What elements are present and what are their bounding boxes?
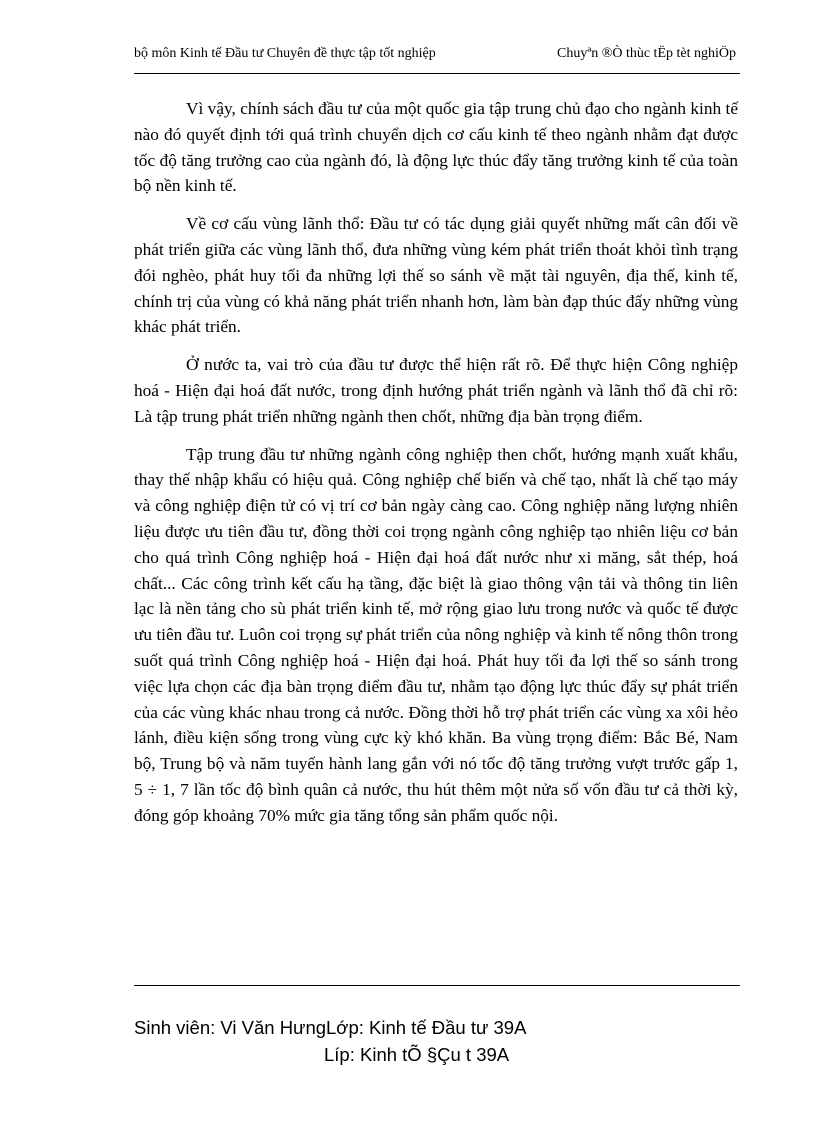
- header-divider: [134, 73, 740, 74]
- page-footer: [134, 1014, 740, 1068]
- footer-class-line: Líp: Kinh tÕ §Çu t 39A: [324, 1044, 510, 1065]
- paragraph: Về cơ cấu vùng lãnh thổ: Đầu tư có tác dụng giải quyết những mất cân đối về phát triển giữa các vùng lãnh thổ, đưa những vùng kém phát triển thoát khỏi tình trạng đói nghèo, phát huy tối đa những lợi thế so sánh về mặt tài nguyên, địa thế, kinh tế, chính trị của vùng có khả năng phát triển nhanh hơn, làm bàn đạp thúc đẩy những vùng khác phát triển.: [134, 214, 738, 337]
- paragraph: Ở nước ta, vai trò của đầu tư được thể hiện rất rõ. Để thực hiện Công nghiệp hoá - Hiện đại hoá đất nước, trong định hướng phát triển ngành và lãnh thổ đã chỉ rõ: Là tập trung phát triển những ngành then chốt, những địa bàn trọng điểm.: [134, 355, 738, 426]
- document-body: [134, 96, 738, 841]
- header-right-text: Chuyªn ®Ò thùc tËp tèt nghiÖp: [557, 46, 736, 61]
- footer-student-line: Sinh viên: Vi Văn HưngLớp: Kinh tế Đầu tư 39A: [134, 1017, 527, 1038]
- paragraph: Tập trung đầu tư những ngành công nghiệp then chốt, hướng mạnh xuất khẩu, thay thế nhập khẩu có hiệu quả. Công nghiệp chế biến và chế tạo, nhất là chế tạo máy và công nghiệp điện tử có vị trí cơ bản ngày càng cao. Công nghiệp năng lượng nhiên liệu được ưu tiên đầu tư, đồng thời coi trọng ngành công nghiệp tạo nhiên liệu cơ bản cho quá trình Công nghiệp hoá - Hiện đại hoá đất nước như xi măng, sắt thép, hoá chất... Các công trình kết cấu hạ tầng, đặc biệt là giao thông vận tải và thông tin liên lạc là nền tảng cho sù phát triển kinh tế, mở rộng giao lưu trong nước và quốc tế được ưu tiên đầu tư. Luôn coi trọng sự phát triển của nông nghiệp và kinh tế nông thôn trong suốt quá trình Công nghiệp hoá - Hiện đại hoá. Phát huy tối đa lợi thế so sánh trong việc lựa chọn các địa bàn trọng điểm đầu tư, nhằm tạo động lực thúc đẩy sự phát triển của các vùng khác nhau trong cả nước. Đồng thời hỗ trợ phát triển các vùng xa xôi hẻo lánh, điều kiện sống trong vùng cực kỳ khó khăn. Ba vùng trọng điểm: Bắc Bé, Nam bộ, Trung bộ và năm tuyến hành lang gắn với nó tốc độ tăng trưởng vượt trước gấp 1, 5 ÷ 1, 7 lần tốc độ bình quân cả nước, thu hút thêm một nửa số vốn đầu tư cả thời kỳ, đóng góp khoảng 70% mức gia tăng tổng sản phẩm quốc nội.: [134, 444, 738, 825]
- header-left-text: bộ môn Kinh tế Đầu tư Chuyên đề thực tập tốt nghiệp: [134, 46, 436, 61]
- footer-divider: [134, 985, 740, 986]
- paragraph: Vì vậy, chính sách đầu tư của một quốc gia tập trung chủ đạo cho ngành kinh tế nào đó quyết định tới quá trình chuyển dịch cơ cấu kinh tế theo ngành nhằm đạt được tốc độ tăng trưởng cao của ngành đó, là động lực thúc đẩy tăng trưởng kinh tế của toàn bộ nền kinh tế.: [134, 99, 738, 196]
- page-header: [134, 46, 740, 68]
